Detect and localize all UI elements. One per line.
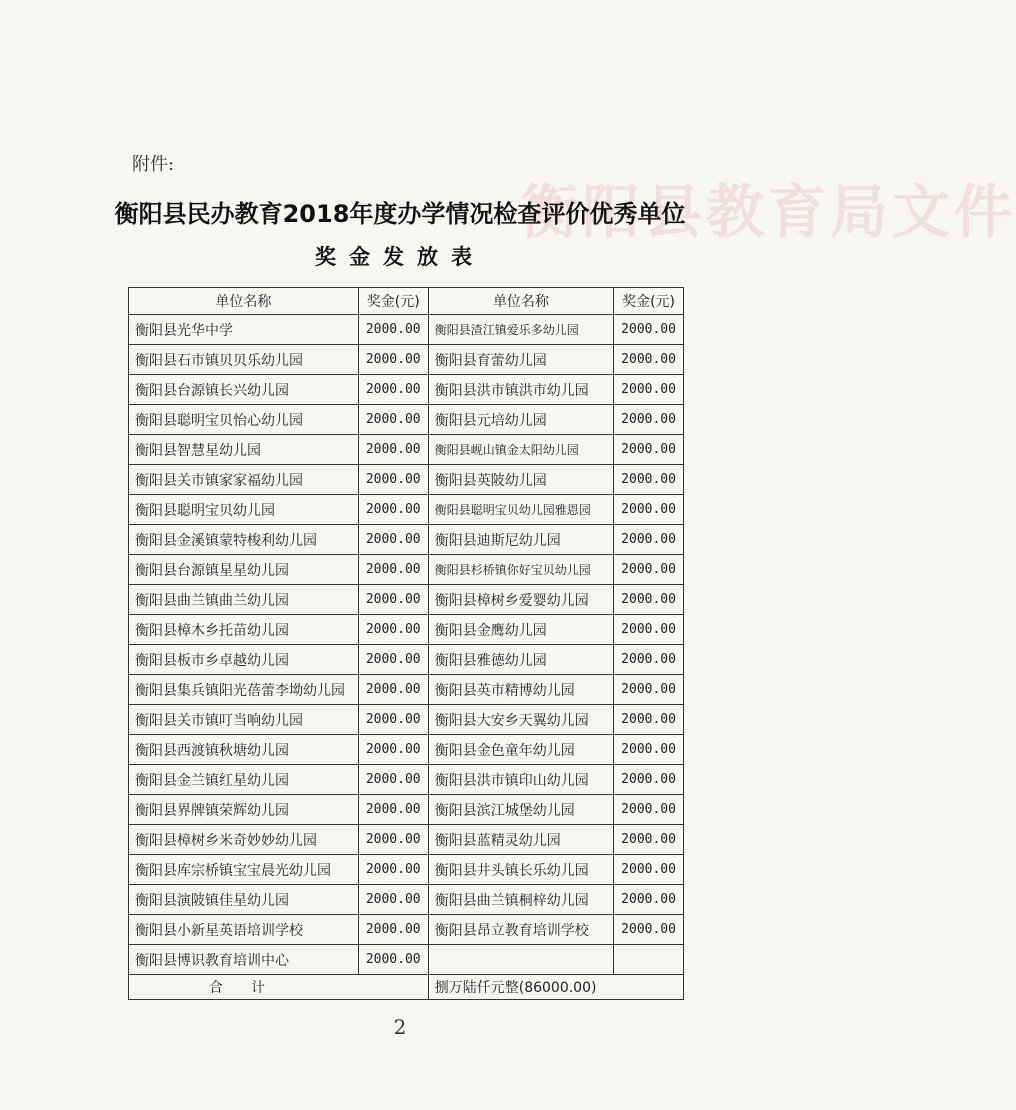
header-amount-left: 奖金(元)	[358, 288, 428, 315]
page-number: 2	[393, 1015, 407, 1039]
unit-name-left: 衡阳县博识教育培训中心	[129, 945, 359, 975]
unit-name-right: 衡阳县英陂幼儿园	[428, 465, 613, 495]
unit-name-left: 衡阳县关市镇叮当响幼儿园	[129, 705, 359, 735]
unit-name-right: 衡阳县渣江镇爱乐多幼儿园	[428, 315, 613, 345]
unit-name-right: 衡阳县金鹰幼儿园	[428, 615, 613, 645]
amount-left: 2000.00	[358, 435, 428, 465]
unit-name-right: 衡阳县雅德幼儿园	[428, 645, 613, 675]
table-row	[129, 675, 684, 705]
total-label: 合 计	[129, 975, 429, 1000]
unit-name-left: 衡阳县关市镇家家福幼儿园	[129, 465, 359, 495]
amount-left: 2000.00	[358, 795, 428, 825]
total-row	[129, 975, 684, 1000]
unit-name-right: 衡阳县迪斯尼幼儿园	[428, 525, 613, 555]
table-row	[129, 795, 684, 825]
amount-right: 2000.00	[614, 645, 684, 675]
amount-right: 2000.00	[614, 615, 684, 645]
unit-name-right: 衡阳县洪市镇洪市幼儿园	[428, 375, 613, 405]
unit-name-right: 衡阳县蓝精灵幼儿园	[428, 825, 613, 855]
amount-left: 2000.00	[358, 585, 428, 615]
unit-name-left: 衡阳县台源镇星星幼儿园	[129, 555, 359, 585]
unit-name-left: 衡阳县聪明宝贝幼儿园	[129, 495, 359, 525]
unit-name-left: 衡阳县聪明宝贝怡心幼儿园	[129, 405, 359, 435]
table-row	[129, 885, 684, 915]
amount-left: 2000.00	[358, 705, 428, 735]
amount-left: 2000.00	[358, 375, 428, 405]
amount-left: 2000.00	[358, 495, 428, 525]
amount-left: 2000.00	[358, 405, 428, 435]
amount-left: 2000.00	[358, 555, 428, 585]
unit-name-right: 衡阳县樟树乡爱婴幼儿园	[428, 585, 613, 615]
header-unit-name-right: 单位名称	[428, 288, 613, 315]
unit-name-left: 衡阳县板市乡卓越幼儿园	[129, 645, 359, 675]
table-row	[129, 855, 684, 885]
amount-left: 2000.00	[358, 615, 428, 645]
seal-watermark: 衡阳县教育局文件	[520, 178, 1016, 246]
table-row	[129, 585, 684, 615]
table-row	[129, 615, 684, 645]
table-row	[129, 765, 684, 795]
unit-name-left: 衡阳县演陂镇佳星幼儿园	[129, 885, 359, 915]
table-row	[129, 525, 684, 555]
unit-name-right: 衡阳县滨江城堡幼儿园	[428, 795, 613, 825]
amount-right: 2000.00	[614, 585, 684, 615]
amount-right: 2000.00	[614, 735, 684, 765]
amount-left: 2000.00	[358, 525, 428, 555]
unit-name-right: 衡阳县英市精博幼儿园	[428, 675, 613, 705]
amount-right: 2000.00	[614, 555, 684, 585]
table-row	[129, 405, 684, 435]
table-row	[129, 555, 684, 585]
unit-name-left: 衡阳县樟木乡托苗幼儿园	[129, 615, 359, 645]
amount-left: 2000.00	[358, 645, 428, 675]
amount-left: 2000.00	[358, 825, 428, 855]
unit-name-right: 衡阳县杉桥镇你好宝贝幼儿园	[428, 555, 613, 585]
amount-left: 2000.00	[358, 885, 428, 915]
table-row	[129, 495, 684, 525]
unit-name-right: 衡阳县曲兰镇桐梓幼儿园	[428, 885, 613, 915]
amount-right: 2000.00	[614, 675, 684, 705]
table-header-row	[129, 288, 684, 315]
table-row	[129, 315, 684, 345]
award-table	[128, 287, 684, 1000]
unit-name-right: 衡阳县聪明宝贝幼儿园雅恩园	[428, 495, 613, 525]
unit-name-right: 衡阳县大安乡天翼幼儿园	[428, 705, 613, 735]
unit-name-left: 衡阳县光华中学	[129, 315, 359, 345]
unit-name-left: 衡阳县金溪镇蒙特梭利幼儿园	[129, 525, 359, 555]
unit-name-left: 衡阳县曲兰镇曲兰幼儿园	[129, 585, 359, 615]
amount-right: 2000.00	[614, 345, 684, 375]
amount-left: 2000.00	[358, 345, 428, 375]
unit-name-left: 衡阳县石市镇贝贝乐幼儿园	[129, 345, 359, 375]
amount-left: 2000.00	[358, 765, 428, 795]
amount-right: 2000.00	[614, 705, 684, 735]
amount-left: 2000.00	[358, 855, 428, 885]
table-row	[129, 735, 684, 765]
document-subtitle: 奖金发放表	[315, 245, 485, 269]
document-title: 衡阳县民办教育2018年度办学情况检查评价优秀单位	[114, 200, 686, 228]
unit-name-left: 衡阳县界牌镇荣辉幼儿园	[129, 795, 359, 825]
unit-name-left: 衡阳县小新星英语培训学校	[129, 915, 359, 945]
amount-right: 2000.00	[614, 855, 684, 885]
amount-left: 2000.00	[358, 915, 428, 945]
table-row	[129, 705, 684, 735]
unit-name-right: 衡阳县育蕾幼儿园	[428, 345, 613, 375]
amount-left: 2000.00	[358, 735, 428, 765]
unit-name-left: 衡阳县台源镇长兴幼儿园	[129, 375, 359, 405]
header-unit-name-left: 单位名称	[129, 288, 359, 315]
unit-name-right: 衡阳县元培幼儿园	[428, 405, 613, 435]
amount-right: 2000.00	[614, 465, 684, 495]
amount-right: 2000.00	[614, 435, 684, 465]
amount-left: 2000.00	[358, 315, 428, 345]
attachment-label: 附件:	[132, 154, 175, 175]
amount-left: 2000.00	[358, 945, 428, 975]
amount-right: 2000.00	[614, 825, 684, 855]
table-row	[129, 345, 684, 375]
unit-name-right: 衡阳县洪市镇印山幼儿园	[428, 765, 613, 795]
unit-name-right	[428, 945, 613, 975]
table-row	[129, 825, 684, 855]
unit-name-left: 衡阳县金兰镇红星幼儿园	[129, 765, 359, 795]
unit-name-left: 衡阳县集兵镇阳光蓓蕾李坳幼儿园	[129, 675, 359, 705]
unit-name-left: 衡阳县库宗桥镇宝宝晨光幼儿园	[129, 855, 359, 885]
table-row	[129, 945, 684, 975]
unit-name-right: 衡阳县金色童年幼儿园	[428, 735, 613, 765]
total-value: 捌万陆仟元整(86000.00)	[428, 975, 683, 1000]
amount-right: 2000.00	[614, 315, 684, 345]
amount-right: 2000.00	[614, 765, 684, 795]
table-row	[129, 645, 684, 675]
amount-left: 2000.00	[358, 465, 428, 495]
amount-right: 2000.00	[614, 525, 684, 555]
amount-right: 2000.00	[614, 795, 684, 825]
amount-right: 2000.00	[614, 405, 684, 435]
amount-right: 2000.00	[614, 375, 684, 405]
header-amount-right: 奖金(元)	[614, 288, 684, 315]
unit-name-left: 衡阳县西渡镇秋塘幼儿园	[129, 735, 359, 765]
amount-right: 2000.00	[614, 885, 684, 915]
unit-name-left: 衡阳县智慧星幼儿园	[129, 435, 359, 465]
amount-right: 2000.00	[614, 495, 684, 525]
amount-left: 2000.00	[358, 675, 428, 705]
unit-name-left: 衡阳县樟树乡米奇妙妙幼儿园	[129, 825, 359, 855]
amount-right: 2000.00	[614, 915, 684, 945]
table-row	[129, 435, 684, 465]
table-row	[129, 915, 684, 945]
unit-name-right: 衡阳县岘山镇金太阳幼儿园	[428, 435, 613, 465]
unit-name-right: 衡阳县井头镇长乐幼儿园	[428, 855, 613, 885]
table-row	[129, 375, 684, 405]
table-row	[129, 465, 684, 495]
amount-right	[614, 945, 684, 975]
unit-name-right: 衡阳县昂立教育培训学校	[428, 915, 613, 945]
